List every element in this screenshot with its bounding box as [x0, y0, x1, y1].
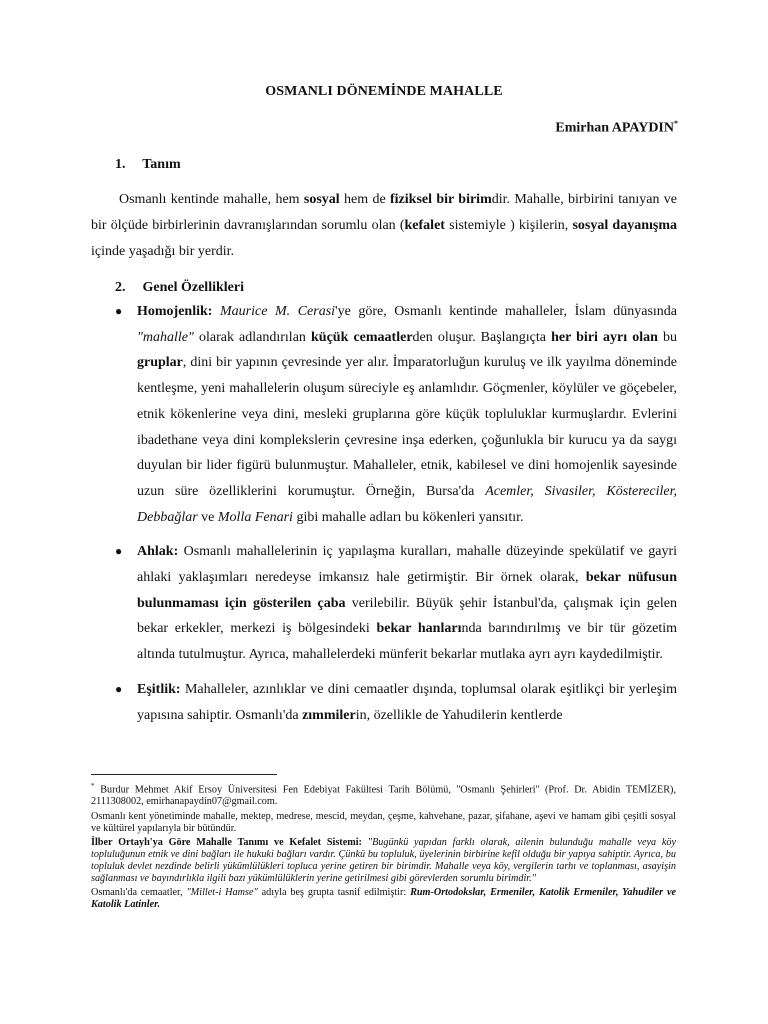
item-label: Homojenlik: — [137, 304, 213, 319]
text-run: nda barındırılmış ve bir tür gözetim altında tutulmuştur. Ayrıca, mahallelerdeki münferit bekarlar mutlaka ayrı ayrı kaydedilmiştir. — [137, 621, 678, 663]
text-run: verilebilir. Büyük şehir İstanbul'da, çalışmak için gelen bekar erkekler, merkezi iş bölgesindeki — [137, 595, 678, 637]
footnote-text: Osmanlı'da cemaatler, — [91, 887, 187, 899]
bold-run: her biri ayrı olan — [551, 329, 658, 345]
italic-run: Acemler, Sivasiler, Köstereciler, Debbağlar — [137, 483, 678, 525]
text-run — [212, 304, 220, 319]
footnote-text: adıyla beş grupta tasnif edilmiştir: — [257, 887, 411, 899]
italic-run: "mahalle" — [137, 329, 194, 345]
text-run: hem de — [339, 192, 390, 207]
list-item-homojenlik — [115, 299, 678, 530]
bold-run: bekar hanları — [376, 621, 462, 637]
list-item-esitlik — [115, 677, 677, 728]
item-label: Ahlak: — [137, 544, 179, 560]
footnote-2 — [91, 811, 676, 835]
author-text: Emirhan APAYDIN — [555, 120, 674, 136]
footnote-3 — [91, 837, 676, 885]
footnote-label: İlber Ortaylı'ya Göre Mahalle Tanımı ve Kefalet Sistemi: — [91, 836, 362, 848]
section-number: 2. — [115, 280, 126, 295]
text-run: olarak adlandırılan — [193, 329, 312, 345]
section-number: 1. — [115, 157, 126, 172]
text-run: bu — [657, 329, 678, 345]
italic-run: Maurice M. Cerasi — [220, 304, 336, 319]
text-run: gibi mahalle adları bu kökenleri yansıtır. — [292, 509, 524, 525]
text-run: , dini bir yapının çevresinde yer alır. İmparatorluğun kuruluş ve ilk yayılma döneminde kentleşme, yeni mahallelerin oluşum süreciyle eş anlamlıdır. Göçmenler, köylüler ve göçebeler, etnik kökenlerine veya dini, mesleki gruplarına göre küçük topluluklar kurmuşlardır. Evlerini ibadethane veya dini komplekslerin çevresine inşa ederken, çoğunlukla bir kurucu ya da saygı duyulan bir lider figürü bulunmuştur. Mahalleler, etnik, kabilesel ve dini homojenlik sayesinde uzun süre özelliklerini korumuştur. Örneğin, Bursa'da — [137, 355, 677, 499]
bold-run: sosyal dayanışma — [572, 218, 677, 233]
bold-run: kefalet — [404, 218, 445, 233]
footnote-quote: ''Bugünkü yapıdan farklı olarak, ailenin bulunduğu mahalle veya köy topluluğunun etnik ve dini bağları ile hukuki bağları vardır. Çünkü bu topluluk, üyelerinin birbirine kefil olduğu bir yapıya sahiptir. Ayrıca, bu topluluk devlet nezdinde belirli yükümlülükleri topluca yerine getiren bir birimdir. Mahalle veya köy, vergilerin tarhı ve toplanması, asayişin sağlanması ve bayındırlıkla ilgili bazı yükümlülüklerin yerine getirilmesi gibi görevlerden sorumlu birimdir.'' — [91, 836, 676, 885]
item-label: Eşitlik: — [137, 681, 181, 697]
footnote-4 — [91, 887, 676, 911]
footnote-divider — [91, 774, 277, 775]
section-1-paragraph — [91, 187, 677, 265]
section-heading-2 — [115, 280, 244, 296]
italic-run: Molla Fenari — [217, 509, 293, 525]
text-run: dir. Mahalle, birbirini tanıyan ve bir ölçüde birbirlerinin davranışlarından sorumlu olan ( — [91, 192, 678, 233]
bold-run: sosyal — [303, 192, 340, 207]
bold-run: zımmiler — [302, 707, 356, 723]
bullet-icon: ● — [115, 304, 123, 318]
section-title: Genel Özellikleri — [142, 280, 244, 295]
bullet-icon: ● — [115, 681, 123, 696]
italic-run: "Millet-i Hamse" — [186, 887, 258, 899]
text-run: 'ye göre, Osmanlı kentinde mahalleler, İslam dünyasında — [335, 304, 677, 319]
list-item-ahlak — [115, 539, 678, 668]
footnote-text: Osmanlı kent yönetiminde mahalle, mektep, medrese, mescid, meydan, çeşme, kahvehane, pazar, şifahane, aşevi ve hamam gibi çeşitli sosyal ve kültürel yapılarıyla bir bütündür. — [91, 810, 676, 834]
text-run: ve — [197, 509, 218, 525]
text-run: içinde yaşadığı bir yerdir. — [91, 244, 235, 259]
bold-run: bekar nüfusun bulunmaması için gösterilen çaba — [137, 570, 677, 611]
text-run: den oluşur. Başlangıçta — [412, 329, 552, 345]
text-run: Osmanlı kentinde mahalle, hem — [119, 192, 304, 207]
footnote-mark: * — [91, 782, 95, 790]
text-run: Osmanlı mahallelerinin iç yapılaşma kuralları, mahalle düzeyinde spekülatif ve gayri ahlaki yaklaşımları neredeyse imkansız hale getirmiştir. Bir örnek olarak, — [137, 544, 677, 586]
bullet-icon: ● — [115, 544, 123, 559]
text-run: in, özellikle de Yahudilerin kentlerde — [355, 707, 563, 723]
footnotes — [91, 780, 676, 911]
author-name — [555, 119, 678, 137]
bold-run: gruplar — [137, 355, 183, 371]
document-title: OSMANLI DÖNEMİNDE MAHALLE — [265, 84, 503, 99]
footnote-text: Burdur Mehmet Akif Ersoy Üniversitesi Fen Edebiyat Fakültesi Tarih Bölümü, ''Osmanlı Şehirleri'' (Prof. Dr. Abidin TEMİZER), 2111308002, emirhanapaydin07@gmail.com. — [91, 784, 676, 808]
section-title: Tanım — [142, 157, 181, 172]
bold-run: küçük cemaatler — [311, 329, 413, 345]
author-footnote-mark: * — [674, 119, 678, 128]
text-run: Mahalleler, azınlıklar ve dini cemaatler dışında, toplumsal olarak eşitlikçi bir yerleşim yapısına sahiptir. Osmanlı'da — [137, 681, 677, 723]
features-list — [115, 299, 678, 728]
text-run: sistemiyle ) kişilerin, — [444, 218, 573, 233]
bold-run: fiziksel bir birim — [390, 192, 492, 207]
bold-italic-run: Rum-Ortodokslar, Ermeniler, Katolik Ermeniler, Yahudiler ve Katolik Latinler. — [91, 887, 677, 911]
footnote-1 — [91, 780, 676, 809]
section-heading-1 — [115, 157, 181, 173]
